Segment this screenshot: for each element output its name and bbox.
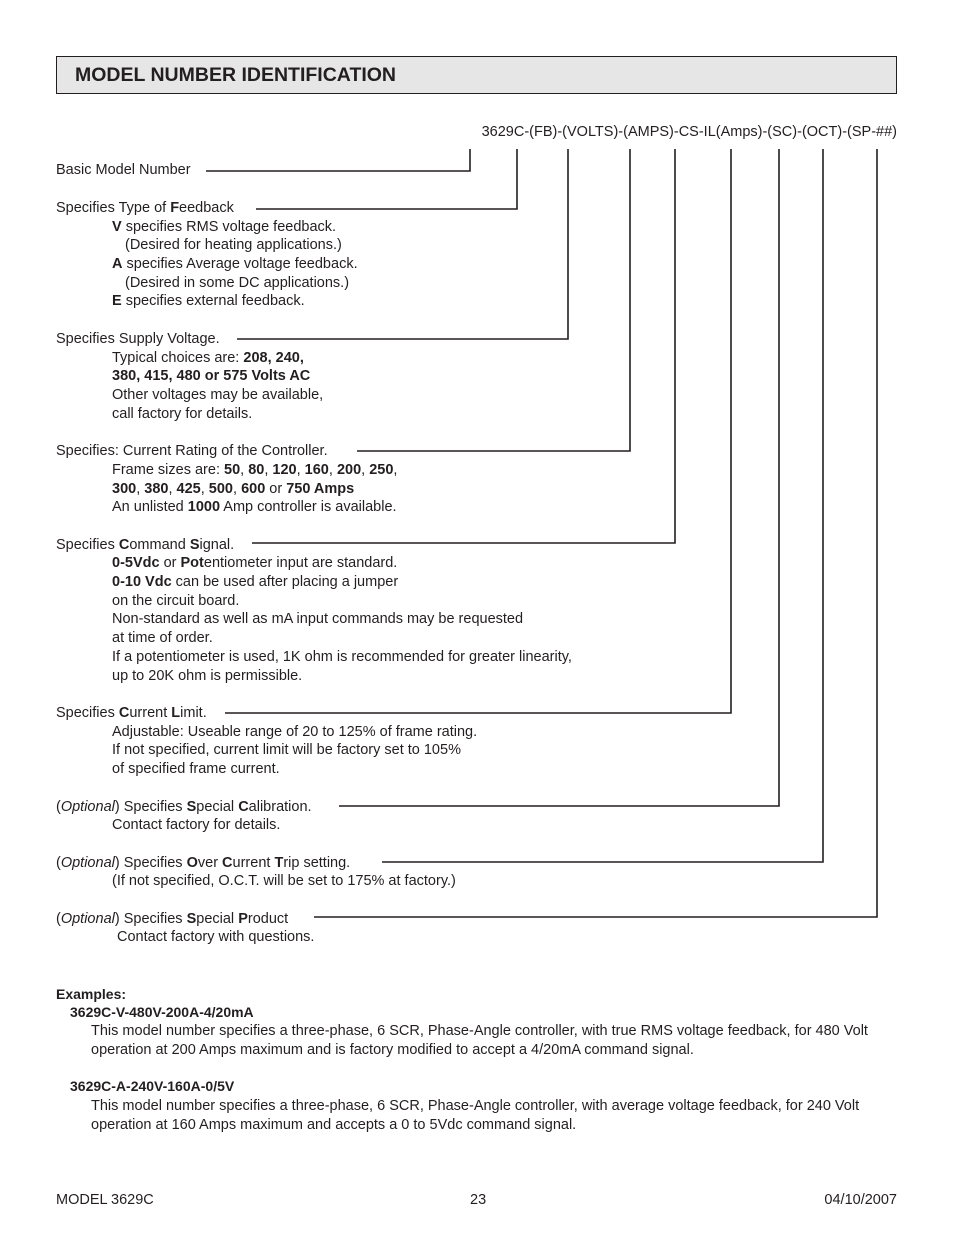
current-limit-line-2: If not specified, current limit will be factory set to 105% [112,742,461,758]
command-line-1: 0-5Vdc or Potentiometer input are standard. [112,555,398,571]
callout-line-basic [206,149,470,171]
feedback-option-e: E specifies external feedback. [112,293,305,309]
example-description: This model number specifies a three-phase, 6 SCR, Phase-Angle controller, with average voltage feedback, for 240 Volt operation at 160 Amps maximum and accepts a 0 to 5Vdc command signal. [91,1098,860,1133]
example-code: 3629C-V-480V-200A-4/20mA [70,1004,254,1020]
voltage-line-4: call factory for details. [112,406,253,422]
current-rating-line-1: Frame sizes are: 50, 80, 120, 160, 200, 250, [112,462,398,478]
voltage-line-3: Other voltages may be available, [112,387,324,403]
footer-model: MODEL 3629C [56,1192,154,1208]
footer-page-number: 23 [470,1192,487,1208]
feedback-option-a: A specifies Average voltage feedback. [112,256,358,272]
examples-heading: Examples: [56,986,127,1002]
command-line-6: If a potentiometer is used, 1K ohm is recommended for greater linearity, [112,649,572,665]
current-limit-line-3: of specified frame current. [112,761,280,777]
over-current-trip-line-1: (If not specified, O.C.T. will be set to 175% at factory.) [112,873,456,889]
command-line-7: up to 20K ohm is permissible. [112,668,303,684]
example-description: This model number specifies a three-phase, 6 SCR, Phase-Angle controller, with true RMS voltage feedback, for 480 Volt operation at 200 Amps maximum and is factory modified to accept a 4/20mA command signal. [91,1023,868,1058]
callout-line-product [314,149,877,917]
footer-date: 04/10/2007 [824,1192,897,1208]
current-limit-line-1: Adjustable: Useable range of 20 to 125% of frame rating. [112,724,478,740]
command-line-3: on the circuit board. [112,593,240,609]
command-line-2: 0-10 Vdc can be used after placing a jumper [112,574,399,590]
feedback-label: Specifies Type of Feedback [56,200,234,216]
voltage-line-2: 380, 415, 480 or 575 Volts AC [112,368,311,384]
current-rating-label: Specifies: Current Rating of the Controller. [56,443,328,459]
page-title: MODEL NUMBER IDENTIFICATION [75,64,397,86]
current-limit-label: Specifies Current Limit. [56,705,207,721]
example-code: 3629C-A-240V-160A-0/5V [70,1078,235,1094]
special-product-line-1: Contact factory with questions. [117,929,315,945]
command-line-4: Non-standard as well as mA input commands may be requested [112,611,524,627]
callout-line-current [357,149,630,451]
current-rating-line-3: An unlisted 1000 Amp controller is available. [112,499,397,515]
command-signal-label: Specifies Command Signal. [56,537,235,553]
basic-model-label: Basic Model Number [56,162,191,178]
special-calibration-line-1: Contact factory for details. [112,817,281,833]
current-rating-line-2: 300, 380, 425, 500, 600 or 750 Amps [112,481,355,497]
feedback-option-v: V specifies RMS voltage feedback. [112,219,337,235]
over-current-trip-label: (Optional) Specifies Over Current Trip setting. [56,855,351,871]
feedback-note-v: (Desired for heating applications.) [125,237,342,253]
callout-line-calibration [339,149,779,806]
callout-line-feedback [256,149,517,209]
special-calibration-label: (Optional) Specifies Special Calibration. [56,799,312,815]
feedback-note-a: (Desired in some DC applications.) [125,275,350,291]
command-line-5: at time of order. [112,630,213,646]
voltage-label: Specifies Supply Voltage. [56,331,220,347]
voltage-line-1: Typical choices are: 208, 240, [112,350,304,366]
special-product-label: (Optional) Specifies Special Product [56,911,289,927]
model-code: 3629C-(FB)-(VOLTS)-(AMPS)-CS-IL(Amps)-(SC)-(OCT)-(SP-##) [481,124,897,140]
